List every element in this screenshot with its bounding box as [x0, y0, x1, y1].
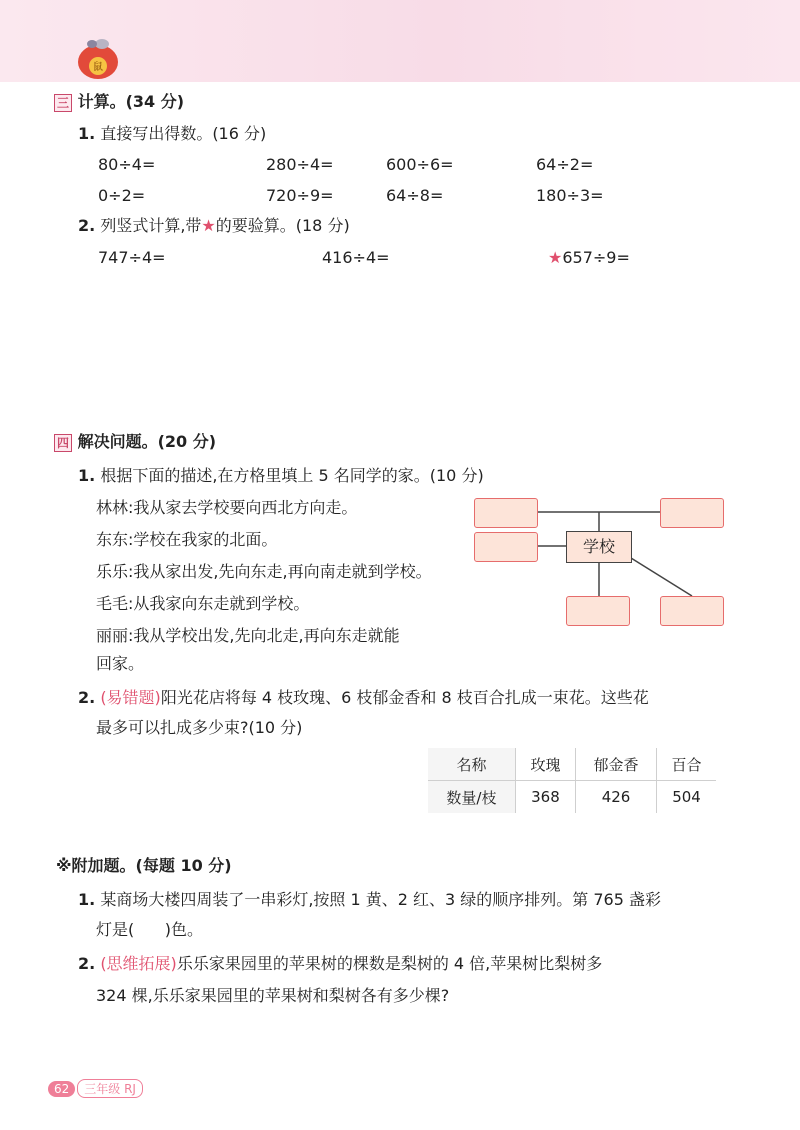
extra-q2-num: 2.	[78, 954, 96, 973]
table-cell: 426	[576, 781, 657, 814]
s3-q2-num: 2.	[78, 216, 96, 235]
s3-q1-num: 1.	[78, 124, 96, 143]
s4-q2-num: 2.	[78, 688, 96, 707]
extra-q1-line1	[78, 890, 661, 910]
mascot-char: 鼠	[93, 62, 103, 73]
calc-item: 64÷8=	[386, 186, 444, 205]
extra-q2-text: 乐乐家果园里的苹果树的棵数是梨树的 4 倍,苹果树比梨树多	[176, 954, 603, 973]
description-line: 毛毛:从我家向东走就到学校。	[96, 594, 310, 613]
table-header: 百合	[657, 748, 716, 781]
section3-icon: 三	[54, 94, 72, 112]
section4-title: 解决问题。(20 分)	[77, 432, 217, 451]
s4-q1-num: 1.	[78, 466, 96, 485]
extra-q2-line2: 324 棵,乐乐家果园里的苹果树和梨树各有多少棵?	[96, 986, 450, 1005]
school-box: 学校	[566, 531, 632, 563]
vertical-calc-item-starred	[548, 248, 630, 268]
calc-item: 64÷2=	[536, 155, 594, 174]
home-box-south[interactable]	[566, 596, 630, 626]
table-header: 玫瑰	[515, 748, 575, 781]
home-box-northwest[interactable]	[474, 498, 538, 528]
extra-q2-line1	[78, 954, 602, 974]
s3-q2	[78, 216, 350, 236]
extra-title: ※附加题。(每题 10 分)	[56, 856, 232, 875]
extra-q1-num: 1.	[78, 890, 96, 909]
s4-q1	[78, 466, 484, 486]
section4-heading	[54, 432, 216, 452]
s3-q2-text-b: 的要验算。(18 分)	[215, 216, 350, 235]
page-number: 62	[48, 1081, 75, 1097]
s4-q1-text: 根据下面的描述,在方格里填上 5 名同学的家。(10 分)	[100, 466, 484, 485]
s3-q1-text: 直接写出得数。(16 分)	[100, 124, 267, 143]
calc-item: 280÷4=	[266, 155, 334, 174]
table-header: 郁金香	[576, 748, 657, 781]
description-line: 乐乐:我从家出发,先向东走,再向南走就到学校。	[96, 562, 432, 581]
s4-q2-line1	[78, 688, 649, 708]
flower-table	[428, 748, 716, 813]
description-line: 回家。	[96, 654, 145, 673]
calc-item: 720÷9=	[266, 186, 334, 205]
s4-q2-tag: (易错题)	[100, 688, 161, 707]
home-box-west[interactable]	[474, 532, 538, 562]
description-line: 林林:我从家去学校要向西北方向走。	[96, 498, 358, 517]
mascot-icon	[66, 36, 124, 82]
page-footer	[48, 1078, 143, 1098]
section4-icon: 四	[54, 434, 72, 452]
calc-item: 180÷3=	[536, 186, 604, 205]
table-header: 名称	[428, 748, 515, 781]
extra-q1-line2: 灯是( )色。	[96, 920, 204, 939]
section3-heading	[54, 92, 184, 112]
vertical-calc-item: 416÷4=	[322, 248, 390, 267]
table-cell: 368	[515, 781, 575, 814]
s3-q1	[78, 124, 266, 144]
vertical-calc-item: 747÷4=	[98, 248, 166, 267]
extra-q1-text: 某商场大楼四周装了一串彩灯,按照 1 黄、2 红、3 绿的顺序排列。第 765 盏彩	[100, 890, 661, 909]
star-icon: ★	[201, 216, 216, 235]
calc-item: 80÷4=	[98, 155, 156, 174]
s4-q2-text: 阳光花店将每 4 枝玫瑰、6 枝郁金香和 8 枝百合扎成一束花。这些花	[160, 688, 649, 707]
vertical-calc-text: 657÷9=	[562, 248, 630, 267]
extra-q2-tag: (思维拓展)	[100, 954, 177, 973]
grade-label: 三年级 RJ	[77, 1079, 143, 1098]
description-line: 丽丽:我从学校出发,先向北走,再向东走就能	[96, 626, 400, 645]
s3-q2-text-a: 列竖式计算,带	[100, 216, 202, 235]
section3-title: 计算。(34 分)	[77, 92, 185, 111]
star-icon: ★	[548, 248, 563, 267]
home-box-northeast[interactable]	[660, 498, 724, 528]
description-line: 东东:学校在我家的北面。	[96, 530, 278, 549]
calc-item: 600÷6=	[386, 155, 454, 174]
table-cell: 数量/枝	[428, 781, 515, 814]
table-cell: 504	[657, 781, 716, 814]
home-box-southeast[interactable]	[660, 596, 724, 626]
s4-q2-line2: 最多可以扎成多少束?(10 分)	[96, 718, 303, 737]
calc-item: 0÷2=	[98, 186, 146, 205]
